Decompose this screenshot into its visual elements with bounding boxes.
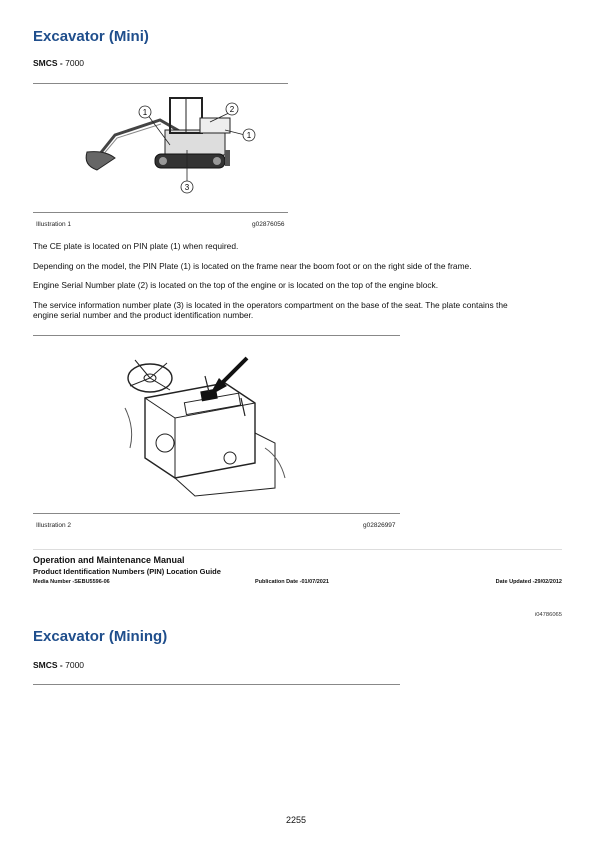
smcs-label-2: SMCS - [33,660,63,670]
manual-title: Operation and Maintenance Manual [33,555,185,565]
smcs-label: SMCS - [33,58,63,68]
divider [33,83,288,84]
section-title-mining: Excavator (Mining) [33,628,168,645]
smcs-value: 7000 [65,58,85,68]
engine-illustration [105,348,305,498]
callout-2: 2 [229,105,235,114]
callout-3: 3 [184,183,190,192]
illustration-caption: Illustration 1 [36,221,72,228]
divider [33,335,400,336]
media-number: Media Number -SEBU5596-06 [33,579,110,585]
mini-excavator-illustration [75,90,275,200]
paragraph: The CE plate is located on PIN plate (1) when required. [33,241,239,251]
section-title-mini: Excavator (Mini) [33,28,149,45]
manual-subtitle: Product Identification Numbers (PIN) Location Guide [33,567,221,576]
publication-date: Publication Date -01/07/2021 [255,579,329,585]
paragraph: Engine Serial Number plate (2) is located on the top of the engine or is located on the top of the engine block. [33,280,439,290]
illustration-code-2: g02826997 [363,522,396,529]
smcs-value-2: 7000 [65,660,85,670]
callout-1a: 1 [142,108,148,117]
divider [33,684,400,685]
callout-1b: 1 [246,131,252,140]
divider [33,513,400,514]
document-id: i04786065 [534,612,562,618]
paragraph: Depending on the model, the PIN Plate (1) is located on the frame near the boom foot or on the right side of the frame. [33,261,472,271]
paragraph: The service information number plate (3) is located in the operators compartment on the base of the seat. The plate contains the [33,300,508,310]
smcs-line [33,58,84,68]
paragraph: engine serial number and the product identification number. [33,310,254,320]
footer-divider [33,549,562,550]
divider [33,212,288,213]
page-number: 2255 [286,815,307,825]
illustration-caption-2: Illustration 2 [36,522,72,529]
illustration-code: g02876056 [252,221,285,228]
date-updated: Date Updated -29/02/2012 [495,579,562,585]
smcs-line-2 [33,660,84,670]
